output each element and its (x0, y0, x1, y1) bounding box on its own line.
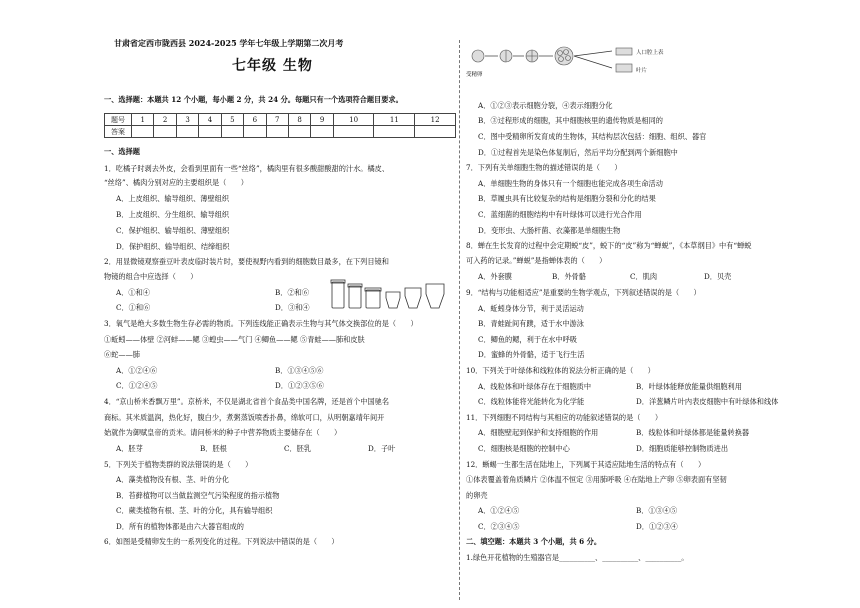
table-cell: 答案 (105, 126, 132, 138)
answer-cell[interactable] (288, 126, 310, 138)
table-cell: 9 (311, 114, 333, 126)
q4-option-c: C．胚乳 (284, 444, 312, 453)
q4-option-b: B．胚根 (200, 444, 227, 453)
q8-option-b: B．外骨骼 (552, 272, 587, 281)
q3-option-d: D．①②③⑤⑥ (275, 381, 324, 390)
q1-option-a: A．上皮组织、输导组织、薄壁组织 (116, 194, 230, 203)
table-cell: 11 (374, 114, 415, 126)
table-cell: 5 (221, 114, 243, 126)
q4-stem: 始就作为御赋皇帝的贡米。请问桥米的种子中营养物质主要储存在（ ） (104, 428, 342, 437)
answer-cell[interactable] (333, 126, 374, 138)
q2-option-d: D．③和④ (275, 303, 310, 312)
answer-cell[interactable] (154, 126, 176, 138)
q5-option-c: C．蕨类植物有根、茎、叶的分化，具有输导组织 (116, 506, 273, 515)
q4-stem: 4．“京山桥米香飘万里”。京桥米，不仅是湖北省首个食品类中国名牌，还是首个中国驰名 (104, 397, 390, 406)
q4-option-a: A．胚芽 (116, 444, 143, 453)
q9-option-d: D．蜜蜂的外骨骼，适于飞行生活 (478, 350, 585, 359)
q12-option-a: A．①②④⑤ (478, 506, 520, 515)
q4-stem: 商标。其米质温润，热化好，腹白少，煮粥蒸饭喷香扑鼻，绵软可口，从明朝嘉靖年间开 (104, 413, 385, 422)
q3-option-a: A．①②④⑥ (116, 366, 158, 375)
q1-option-d: D．保护组织、输导组织、结缔组织 (116, 242, 230, 251)
table-cell: 4 (199, 114, 221, 126)
answer-cell[interactable] (415, 126, 456, 138)
q2-option-b: B．②和⑥ (275, 288, 310, 297)
q8-option-c: C．肌肉 (630, 272, 658, 281)
q8-option-d: D．贝壳 (704, 272, 732, 281)
answer-cell[interactable] (221, 126, 243, 138)
table-cell: 8 (288, 114, 310, 126)
q10-option-c: C．线粒体能将光能转化为化学能 (478, 397, 585, 406)
q4-option-d: D．子叶 (368, 444, 396, 453)
q12-items: ①体表覆盖着角质鳞片 ②体温不恒定 ③用肺呼吸 ④在陆地上产卵 ⑤卵表面有坚韧 (466, 475, 727, 484)
table-cell: 2 (154, 114, 176, 126)
table-cell: 7 (266, 114, 288, 126)
table-cell: 题号 (105, 114, 132, 126)
section-label: 一、选择题 (104, 147, 140, 156)
column-divider (459, 40, 460, 600)
q3-stem: 3．氧气是绝大多数生物生存必需的物质。下列连线能正确表示生物与其气体交换部位的是（ ） (104, 319, 418, 328)
q5-option-a: A．藻类植物没有根、茎、叶的分化 (116, 475, 230, 484)
q9-option-c: C．鲫鱼的鳃，利于在水中呼吸 (478, 335, 577, 344)
section1-heading: 一、选择题：本题共 12 个小题，每小题 2 分，共 24 分。每题只有一个选项符合题目要求。 (104, 95, 403, 104)
q6-option-a: A．①②③表示细胞分裂，④表示细胞分化 (478, 101, 613, 110)
microscope-lens-figure (330, 278, 446, 312)
q10-stem: 10．下列关于叶绿体和线粒体的说法分析正确的是（ ） (466, 366, 655, 375)
q7-option-c: C．蓝细菌的细胞结构中有叶绿体可以进行光合作用 (478, 210, 642, 219)
q3-option-c: C．①②④⑤ (116, 381, 158, 390)
answer-table (104, 113, 456, 138)
q6-option-b: B．③过程形成的细胞，其中细胞核里的遗传物质是相同的 (478, 116, 663, 125)
q3-option-b: B．①③④⑤⑥ (275, 366, 324, 375)
q7-option-a: A．单细胞生物的身体只有一个细胞也能完成各项生命活动 (478, 179, 663, 188)
fig-label-leaf: 叶片 (636, 68, 648, 74)
q7-option-b: B．草履虫具有比较复杂的结构是细胞分裂和分化的结果 (478, 194, 656, 203)
answer-cell[interactable] (132, 126, 154, 138)
page-title: 七年级 生物 (232, 58, 313, 74)
q10-option-b: B．叶绿体能释放能量供细胞利用 (636, 382, 742, 391)
fig-label-skin: 人口腔上表 (636, 50, 664, 56)
table-cell: 6 (244, 114, 266, 126)
q12-option-c: C．②③④⑤ (478, 522, 520, 531)
q11-option-b: B．线粒体和叶绿体都是能量转换器 (636, 428, 750, 437)
fill-question-1: 1.绿色开花植物的生殖器官是__________、__________、__________。 (466, 553, 689, 562)
q5-option-d: D．所有的植物体都是由六大器官组成的 (116, 522, 244, 531)
q2-stem: 2．用显微镜观察蚕豆叶表皮临时装片时，要使视野内看到的细胞数目最多，在下列目镜和 (104, 257, 389, 266)
answer-cell[interactable] (374, 126, 415, 138)
q1-stem: “丝络”、橘肉分别对应的主要组织是（ ） (104, 178, 248, 187)
q6-stem: 6．如图是受精卵发生的一系列变化的过程。下列说法中错误的是（ ） (104, 537, 339, 546)
q11-option-c: C．细胞核是细胞的控制中心 (478, 444, 570, 453)
table-cell: 1 (132, 114, 154, 126)
q9-option-a: A．蚯蚓身体分节，利于灵活运动 (478, 304, 584, 313)
q2-option-a: A．①和④ (116, 288, 150, 297)
table-cell: 10 (333, 114, 374, 126)
q7-stem: 7．下列有关单细胞生物的描述错误的是（ ） (466, 163, 622, 172)
q3-items: ⑥蛇——肺 (104, 350, 140, 359)
answer-cell[interactable] (244, 126, 266, 138)
q11-option-a: A．细胞壁起到保护和支持细胞的作用 (478, 428, 599, 437)
q2-stem: 物镜的组合中应选择（ ） (104, 272, 198, 281)
q12-items: 的卵壳 (466, 491, 488, 500)
q9-option-b: B．青蛙趾间有蹼，适于水中游泳 (478, 319, 584, 328)
q8-stem: 8．蝉在生长发育的过程中会定期蜕“皮”，蜕下的“皮”称为“蝉蜕”，《本草纲目》中有“蝉蜕 (466, 241, 752, 250)
q10-option-d: D．洋葱鳞片叶内表皮细胞中有叶绿体和线体 (636, 397, 779, 406)
table-row (105, 114, 456, 126)
answer-cell[interactable] (266, 126, 288, 138)
q1-stem: 1．吃橘子时剥去外皮，会看到里面有一些“丝络”，橘肉里有很多酸甜酸甜的汁水。橘皮、 (104, 164, 390, 173)
q6-option-c: C．图中受精卵所发育成的生物体，其结构层次包括：细胞、组织、器官 (478, 132, 707, 141)
answer-cell[interactable] (176, 126, 198, 138)
q6-option-d: D．①过程首先是染色体复制后，然后平均分配到两个新细胞中 (478, 148, 678, 157)
q11-option-d: D．细胞质能够控制物质进出 (636, 444, 729, 453)
q9-stem: 9．“结构与功能相适应”是重要的生物学观点，下列叙述错误的是（ ） (466, 288, 701, 297)
q12-stem: 12．蜥蜴一生都生活在陆地上，下列属于其适应陆地生活的特点有（ ） (466, 460, 706, 469)
q5-option-b: B．苔藓植物可以当做监测空气污染程度的指示植物 (116, 491, 280, 500)
section2-heading: 二、填空题：本题共 3 个小题，共 6 分。 (466, 537, 602, 546)
answer-cell[interactable] (199, 126, 221, 138)
table-cell: 3 (176, 114, 198, 126)
fig-label-egg: 受精卵 (466, 72, 483, 78)
q12-option-b: B．①③④⑤ (636, 506, 678, 515)
q7-option-d: D．变形虫、大肠杆菌、衣藻都是单细胞生物 (478, 226, 621, 235)
q2-option-c: C．①和⑥ (116, 303, 151, 312)
q1-option-c: C．保护组织、输导组织、薄壁组织 (116, 226, 230, 235)
q1-option-b: B．上皮组织、分生组织、输导组织 (116, 210, 230, 219)
answer-cell[interactable] (311, 126, 333, 138)
q11-stem: 11．下列细胞不同结构与其相应的功能叙述错误的是（ ） (466, 413, 663, 422)
exam-title: 甘肃省定西市陇西县 2024-2025 学年七年级上学期第二次月考 (114, 38, 344, 48)
table-cell: 12 (415, 114, 456, 126)
q8-stem: 可入药的记录。”蝉蜕”是指蝉体表的（ ） (466, 256, 607, 265)
q12-option-d: D．①②③④ (636, 522, 678, 531)
table-row (105, 126, 456, 138)
q5-stem: 5．下列关于植物类群的说法错误的是（ ） (104, 460, 253, 469)
q10-option-a: A．线粒体和叶绿体存在于细胞质中 (478, 382, 592, 391)
q8-option-a: A．外套膜 (478, 272, 512, 281)
q3-items: ①蚯蚓——体壁 ②河蚌——鳃 ③蝗虫——气门 ④鲫鱼——鳃 ⑤青蛙——肺和皮肤 (104, 335, 365, 344)
